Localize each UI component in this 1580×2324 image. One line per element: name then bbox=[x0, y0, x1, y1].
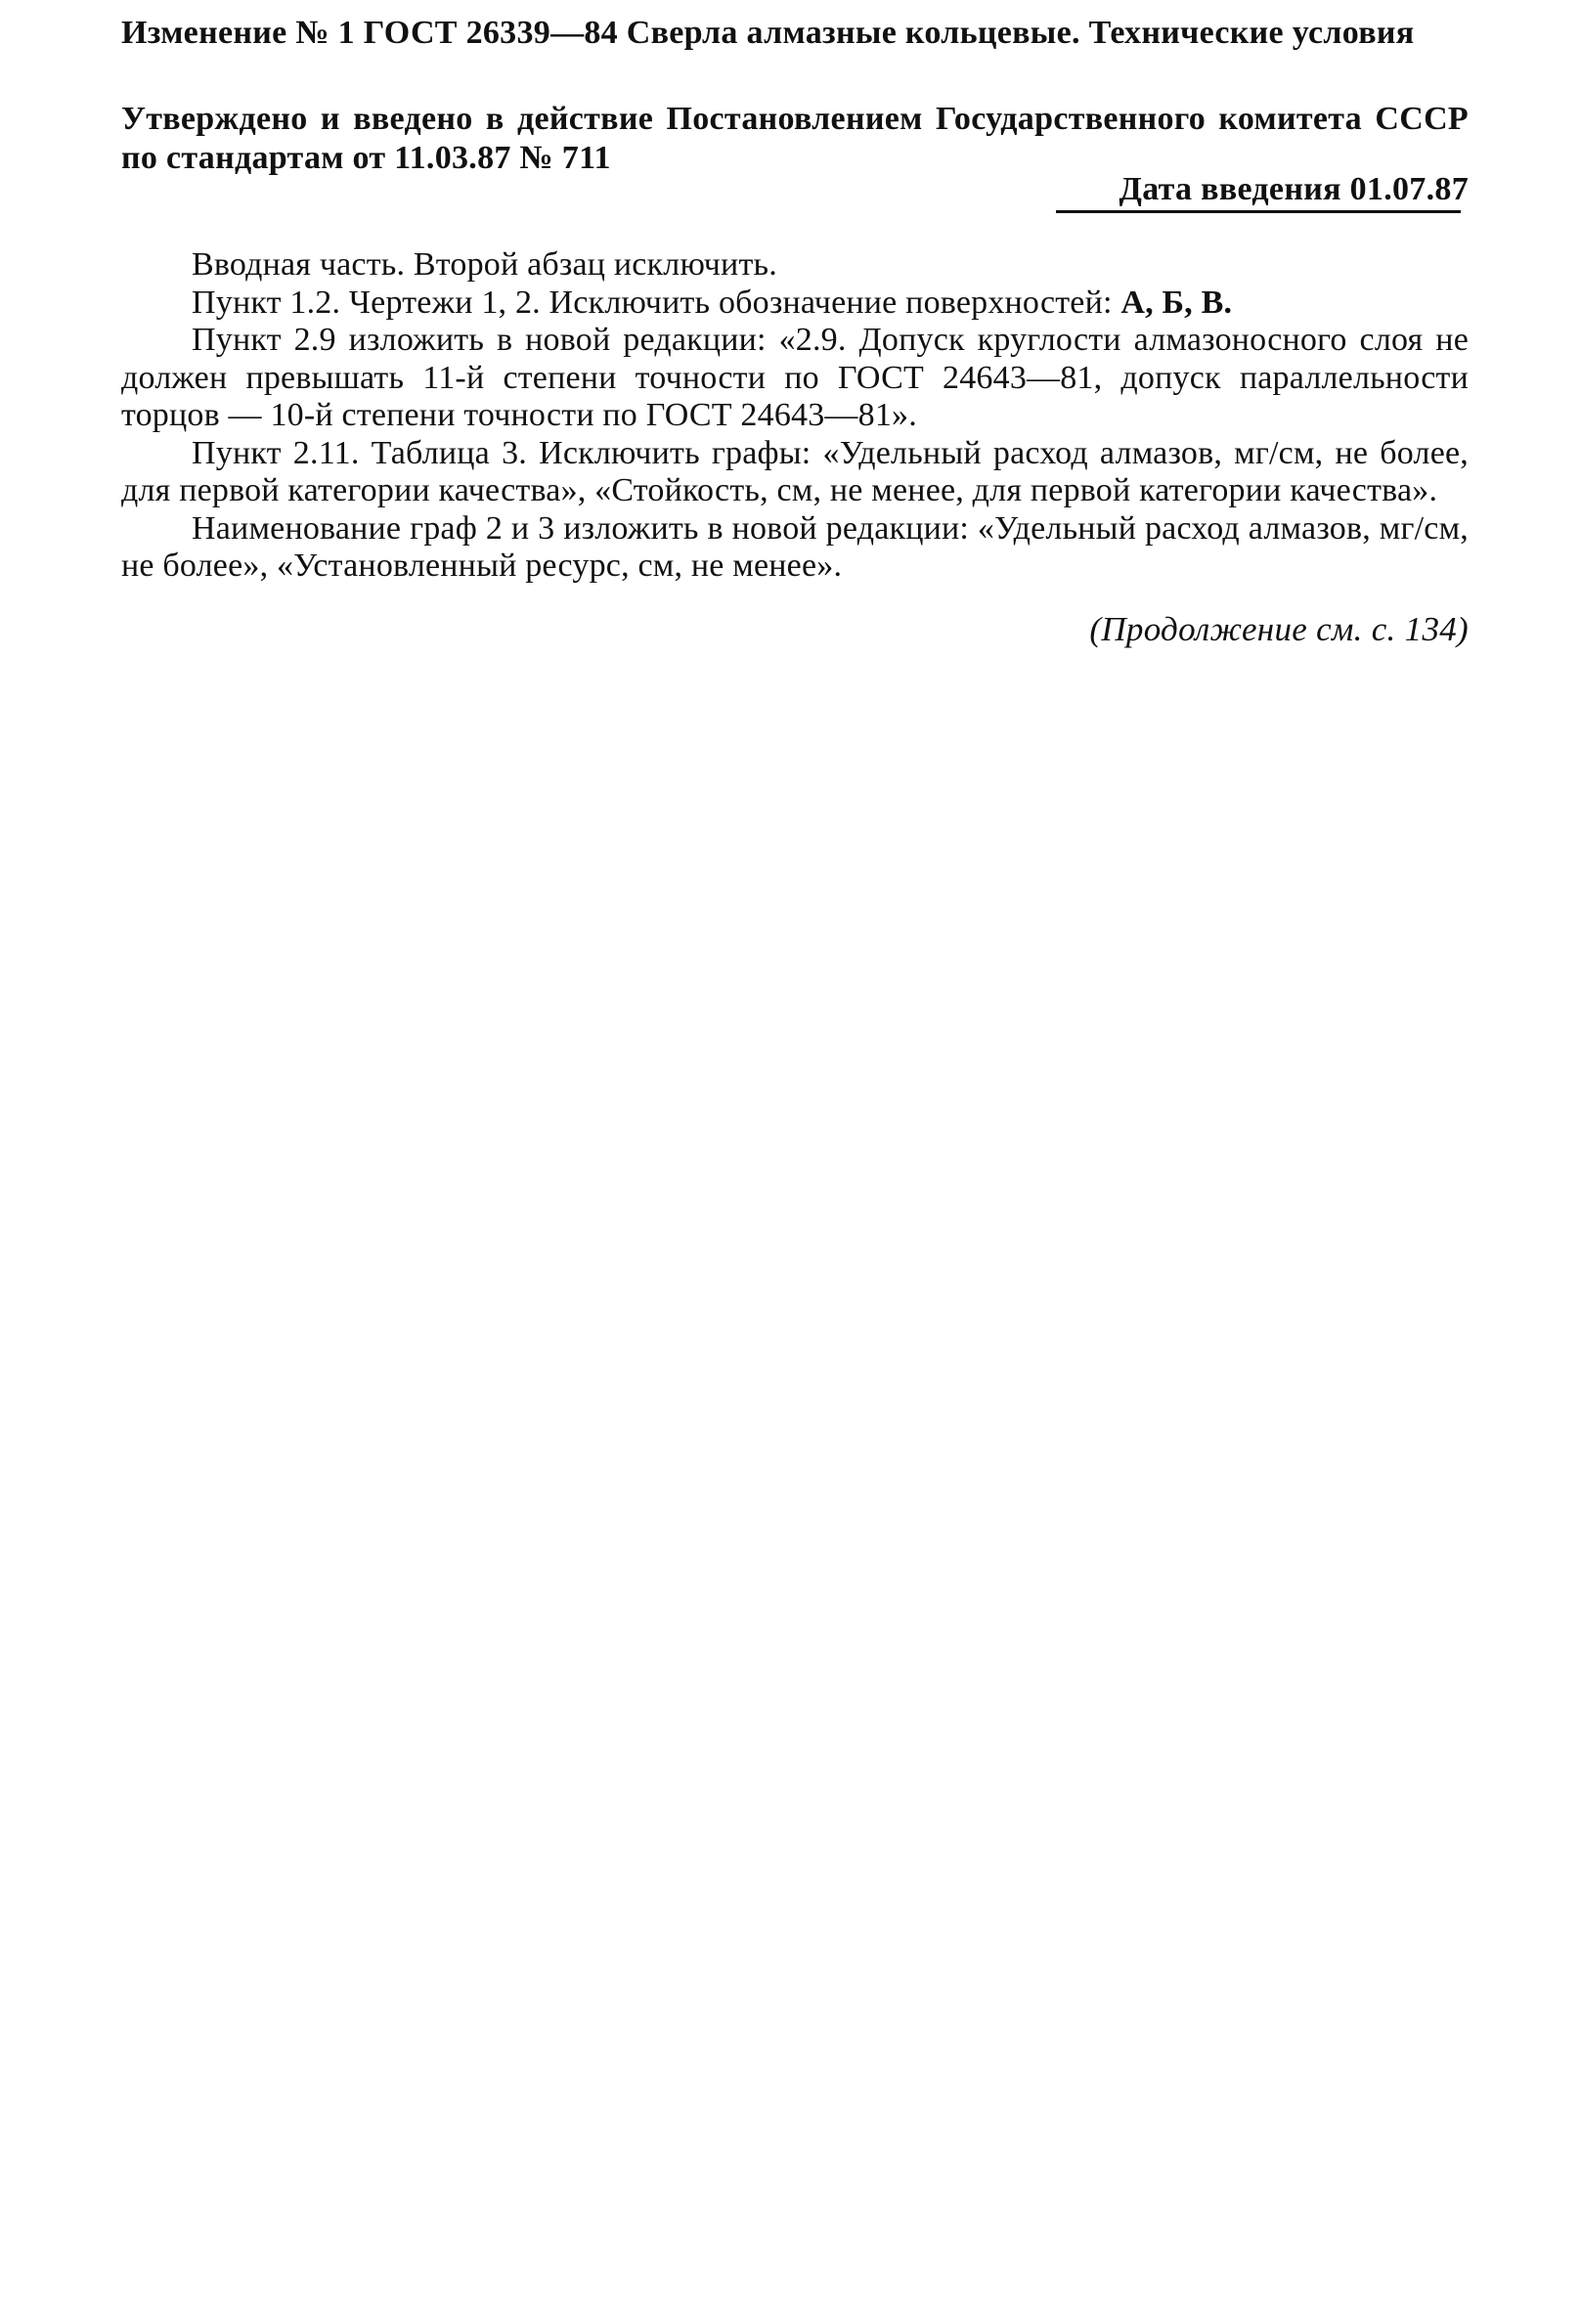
paragraph-intro: Вводная часть. Второй абзац исключить. bbox=[192, 246, 777, 283]
date-underline bbox=[1056, 210, 1461, 213]
paragraph-column-names: Наименование граф 2 и 3 изложить в новой редакции: «Удельный расход алмазов, мг/см, не более», «Установленный ресурс, см, не менее». bbox=[121, 509, 1469, 584]
introduction-date: Дата введения 01.07.87 bbox=[1119, 171, 1469, 207]
approval-statement: Утверждено и введено в действие Постановлением Государственного комитета СССР по стандартам от 11.03.87 № 711 bbox=[121, 101, 1469, 176]
paragraph-item-2-11: Пункт 2.11. Таблица 3. Исключить графы: «Удельный расход алмазов, мг/см, не более, для первой категории качества», «Стойкость, см, не менее, для первой категории качества». bbox=[121, 434, 1469, 508]
paragraph-item-1-2 bbox=[121, 285, 1469, 323]
amendment-title: Изменение № 1 ГОСТ 26339—84 Сверла алмазные кольцевые. Технические условия bbox=[121, 15, 1415, 51]
paragraph-item-1-2-text: Пункт 1.2. Чертежи 1, 2. Исключить обозначение поверхностей: bbox=[192, 284, 1113, 321]
paragraph-item-1-2-surfaces: А, Б, В. bbox=[1120, 284, 1233, 321]
amendment-body bbox=[121, 246, 1469, 586]
continuation-note: (Продолжение см. с. 134) bbox=[1089, 610, 1469, 648]
paragraph-item-2-9: Пункт 2.9 изложить в новой редакции: «2.9. Допуск круглости алмазоносного слоя не должен превышать 11-й степени точности по ГОСТ 24643—81, допуск параллельности торцов — 10-й степени точности по ГОСТ 24643—81». bbox=[121, 322, 1469, 433]
